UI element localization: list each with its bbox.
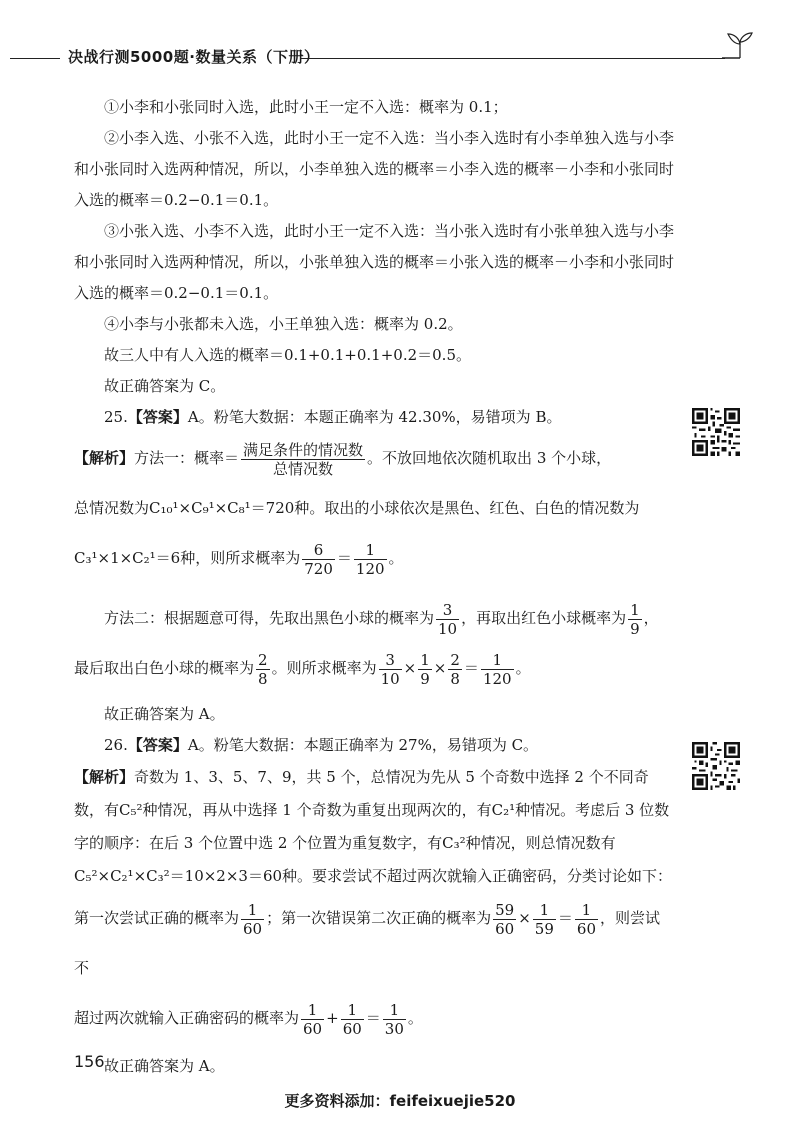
text-span: 第一次尝试正确的概率为 [74, 909, 240, 927]
question-25-method-2-cont [74, 643, 674, 693]
text-span: ， [643, 609, 659, 627]
equals-sign: ＝ [336, 549, 352, 567]
fraction [241, 901, 264, 938]
fraction [379, 651, 402, 688]
fraction-denominator: 10 [380, 669, 400, 688]
fraction-numerator: 3 [379, 651, 402, 670]
fraction-numerator: 3 [436, 601, 459, 620]
text-span: 最后取出白色小球的概率为 [74, 659, 255, 677]
text-span: 。 [388, 549, 404, 567]
text-span: 超过两次就输入正确密码的概率为 [74, 1009, 300, 1027]
math-expression: C₃¹×1×C₂¹＝6种 [74, 549, 196, 567]
times-sign: × [403, 659, 417, 677]
fraction-numerator: 1 [420, 650, 430, 669]
text-span: 总情况数为 [74, 499, 150, 517]
plus-sign: + [326, 1009, 339, 1027]
fraction-denominator: 10 [438, 619, 458, 638]
header-rule-left [10, 58, 60, 59]
fraction-numerator: 1 [301, 1001, 324, 1020]
paragraph-answer-24: 故正确答案为 C。 [104, 377, 226, 395]
text-span: 。则所求概率为 [271, 659, 377, 677]
page-content [74, 92, 674, 1082]
fraction [241, 441, 365, 478]
paragraph-answer-26: 故正确答案为 A。 [104, 1057, 225, 1075]
times-sign: × [433, 659, 447, 677]
fraction-denominator: 60 [495, 919, 515, 938]
fraction [448, 651, 462, 688]
text-span: 。取出的小球依次是黑色、红色、白色的情况数为 [309, 499, 640, 517]
fraction [575, 901, 598, 938]
equals-sign: ＝ [365, 1009, 381, 1027]
paragraph-case-4: ④小李与小张都未入选，小王单独入选：概率为 0.2。 [104, 315, 463, 333]
fraction [628, 601, 642, 638]
question-25-method-1 [74, 433, 674, 483]
paragraph-answer-25: 故正确答案为 A。 [104, 705, 225, 723]
text-span: 方法一：概率＝ [134, 449, 240, 467]
analysis-tag: 【解析】 [74, 449, 135, 467]
fraction-numerator: 1 [481, 651, 514, 670]
qr-code-icon[interactable] [692, 408, 740, 456]
answer-text: A。粉笔大数据：本题正确率为 42.30%，易错项为 B。 [187, 408, 562, 426]
fraction-denominator: 120 [355, 559, 385, 578]
text-span: 方法二：根据题意可得，先取出黑色小球的概率为 [104, 609, 435, 627]
fraction [341, 1001, 364, 1038]
question-26-probability-cont [74, 993, 674, 1043]
paragraph-sum: 故三人中有人入选的概率＝0.1+0.1+0.1+0.2＝0.5。 [104, 346, 471, 364]
question-number: 26. [104, 736, 128, 754]
paragraph-case-1: ①小李和小张同时入选，此时小王一定不入选：概率为 0.1； [104, 98, 508, 116]
fraction [533, 901, 556, 938]
answer-text: A。粉笔大数据：本题正确率为 27%，易错项为 C。 [187, 736, 539, 754]
sprout-icon [720, 30, 760, 60]
math-expression: C₁₀¹×C₉¹×C₈¹＝720种 [149, 499, 310, 517]
fraction-denominator: 总情况数 [273, 459, 334, 478]
equals-sign: ＝ [463, 659, 479, 677]
analysis-tag: 【解析】 [74, 768, 135, 786]
fraction [301, 1001, 324, 1038]
page-header [0, 0, 800, 90]
fraction-denominator: 720 [304, 559, 333, 578]
fraction-denominator: 60 [243, 919, 263, 938]
times-sign: × [518, 909, 531, 927]
fraction-numerator: 满足条件的情况数 [243, 440, 364, 459]
fraction-denominator: 30 [384, 1019, 404, 1038]
fraction [256, 651, 270, 688]
question-26-analysis [74, 761, 674, 893]
fraction [493, 901, 516, 938]
question-26-answer [74, 730, 674, 761]
fraction-denominator: 60 [576, 919, 596, 938]
fraction-denominator: 60 [342, 1019, 362, 1038]
fraction-denominator: 60 [303, 1019, 323, 1038]
fraction-numerator: 1 [630, 600, 640, 619]
question-26-probability [74, 893, 674, 993]
footer-note: 更多资料添加：feifeixuejie520 [284, 1092, 516, 1110]
text-span: ，再取出红色小球概率为 [461, 609, 627, 627]
text-span: ；第一次错误第二次正确的概率为 [266, 909, 492, 927]
question-25-total [74, 483, 674, 533]
fraction-denominator: 120 [482, 669, 512, 688]
fraction [436, 601, 459, 638]
header-rule-right [300, 58, 725, 59]
fraction-denominator: 8 [450, 669, 460, 688]
text-span: 。 [515, 659, 531, 677]
qr-code-icon[interactable] [692, 742, 740, 790]
fraction [481, 651, 514, 688]
text-span: ，则尝试不 [74, 909, 661, 977]
fraction-denominator: 8 [258, 669, 268, 688]
text-span: 奇数为 1、3、5、7、9，共 5 个，总情况为先从 5 个奇数中选择 2 个不同奇数，有C₅²种情况，再从中选择 1 个奇数为重复出现两次的，有C₂¹种情况。考虑后 3 位数字的顺序：在后 3 个位置中选 2 个位置为重复数字，有C₃²种情况，则总情况数有C₅²×C₂¹×C₃²＝10×2×3＝60种。要求尝试不超过两次就输入正确密码，分类讨论如下： [74, 768, 673, 885]
fraction-numerator: 1 [575, 901, 598, 920]
fraction-denominator: 9 [420, 669, 430, 688]
fraction-numerator: 2 [258, 650, 268, 669]
text-span: ，则所求概率为 [195, 549, 301, 567]
fraction [383, 1001, 406, 1038]
fraction-numerator: 1 [341, 1001, 364, 1020]
fraction-numerator: 6 [302, 541, 335, 560]
text-span: 。 [407, 1009, 423, 1027]
fraction [302, 541, 335, 578]
fraction-numerator: 1 [241, 901, 264, 920]
question-number: 25. [104, 408, 128, 426]
paragraph-case-2: ②小李入选、小张不入选，此时小王一定不入选：当小李入选时有小李单独入选与小李和小张同时入选两种情况，所以，小李单独入选的概率＝小李入选的概率－小李和小张同时入选的概率＝0.2−0.1＝0.1。 [74, 129, 675, 209]
text-span: 。不放回地依次随机取出 3 个小球， [367, 449, 612, 467]
fraction-denominator: 9 [630, 619, 640, 638]
fraction-numerator: 59 [495, 900, 515, 919]
fraction [354, 541, 387, 578]
question-25-method-2 [74, 593, 674, 643]
fraction-numerator: 2 [450, 650, 460, 669]
question-25-answer [74, 402, 674, 433]
fraction-denominator: 59 [534, 919, 554, 938]
answer-tag: 【答案】 [127, 736, 188, 754]
equals-sign: ＝ [557, 909, 573, 927]
question-25-case-count [74, 533, 674, 583]
fraction-numerator: 1 [383, 1001, 406, 1020]
fraction [418, 651, 432, 688]
page-number: 156 [74, 1052, 105, 1071]
paragraph-case-3: ③小张入选、小李不入选，此时小王一定不入选：当小张入选时有小张单独入选与小李和小张同时入选两种情况，所以，小张单独入选的概率＝小张入选的概率－小李和小张同时入选的概率＝0.2−0.1＝0.1。 [74, 222, 675, 302]
answer-tag: 【答案】 [127, 408, 188, 426]
fraction-numerator: 1 [533, 901, 556, 920]
header-title: 决战行测5000题·数量关系（下册） [68, 48, 320, 66]
fraction-numerator: 1 [354, 541, 387, 560]
